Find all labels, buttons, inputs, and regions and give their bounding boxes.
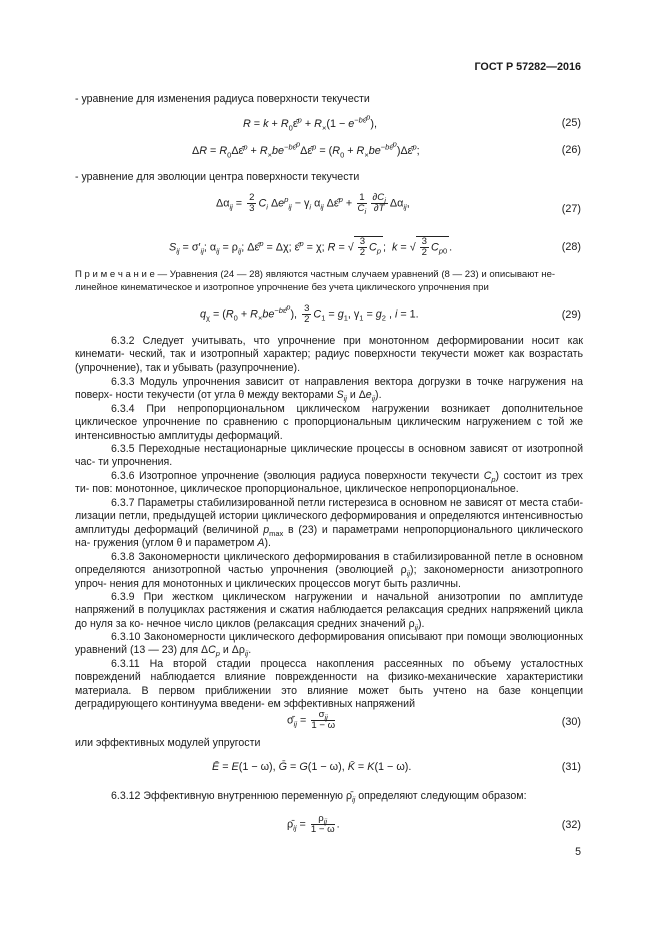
page-number: 5 — [575, 846, 581, 858]
equation-25-number: (25) — [561, 117, 581, 129]
equation-28: $S_{ij} = \sigma'_{ij}$; $\alpha_{ij} = \rho_{ij}$; Δε̂$^p$ = Δχ; ε̂$^p$ = χ; R = √ $\frac{3}{2}$ $C_p$ ; k = √ $\frac{3}{2}$ $C_{p0}$ . — [169, 236, 453, 258]
equation-28-number: (28) — [561, 241, 581, 253]
intro-center-text: - уравнение для эволюции центра поверхности текучести — [75, 171, 360, 183]
paragraph-6-3-10: 6.3.10 Закономерности циклического деформирования описывают при помощи эволюционных уравнений (13 — 23) для $\Delta C_p$ и $\Delta\rho_{ij}$. — [75, 631, 583, 659]
note-line-2: линейное кинематическое и изотропное упрочнение без учета циклического упрочнения при — [75, 282, 489, 293]
equation-27-number: (27) — [561, 203, 581, 215]
equation-30-number: (30) — [561, 716, 581, 728]
paragraph-6-3-2: 6.3.2 Следует учитывать, что упрочнение при монотонном деформировании носит как кинемати- ческий, так и изотропный характер; радиус поверхности текучести может как возрастать (упрочнение), так и убывать (разупрочнение). — [75, 335, 583, 374]
intro-radius-text: - уравнение для изменения радиуса поверхности текучести — [75, 93, 370, 105]
paragraph-6-3-4: 6.3.4 При непропорциональном циклическом нагружении возникает дополнительное циклическое упрочнение по сравнению с пропорциональным циклическим нагружением с той же интенсивностью амплитуды деформаций. — [75, 403, 583, 442]
paragraph-6-3-11: 6.3.11 На второй стадии процесса накопления рассеянных по объему усталостных повреждений наблюдается влияние поврежденности на физико-механические характеристики материала. В первом приближении это влияние может быть учтено на базе концепции деградирующего континуума введени- ем эффективных напряжений — [75, 658, 583, 711]
note — [75, 268, 583, 294]
paragraph-6-3-9: 6.3.9 При жестком циклическом нагружении и начальной анизотропии по амплитуде напряжений в полуциклах растяжения и сжатия наблюдается релаксация средних напряжений цикла до нуля за ко- нечное число циклов (релаксация средних значений $\rho_{ij}$). — [75, 591, 583, 632]
equation-29: $q_\chi = (R_0 + R_\times be^{-b\varepsilon̂^p})$, $\frac{3}{2}$ $C_1 = g_1$, $\gamma_1 = g_2$ , i = 1. — [200, 302, 419, 325]
paragraph-6-3-6: 6.3.6 Изотропное упрочнение (эволюция радиуса поверхности текучести $C_p$) состоит из трех ти- пов: монотонное, циклическое пропорциональное, циклическое непропорциональное. — [75, 470, 583, 496]
paragraph-6-3-5: 6.3.5 Переходные нестационарные циклические процессы в основном зависят от изотропной час- ти упрочнения. — [75, 443, 583, 469]
equation-32-number: (32) — [561, 819, 581, 831]
note-line-1: П р и м е ч а н и е — Уравнения (24 — 28) являются частным случаем уравнений (8 — 23) и описывают не- — [75, 269, 556, 280]
paragraph-6-3-8: 6.3.8 Закономерности циклического деформирования в стабилизированной петле в основном определяются анизотропной частью упрочнения (эволюцией $\rho_{ij}$); закономерности анизотропного упроч- нения для монотонных и циклических процессов могут быть различны. — [75, 551, 583, 590]
equation-29-number: (29) — [561, 309, 581, 321]
paragraph-6-3-3: 6.3.3 Модуль упрочнения зависит от направления вектора догрузки в точке нагружения на поверх- ности текучести (от угла θ между векторами $S_{ij}$ и $\Delta e_{ij}$). — [75, 376, 583, 404]
equation-32: $\rhō_{ij}$ = $\frac{\rho_{ij}}{1 - \omega}$ . — [287, 813, 340, 835]
equation-31-number: (31) — [561, 761, 581, 773]
paragraph-6-3-12: 6.3.12 Эффективную внутреннюю переменную $\rhō_{ij}$ определяют следующим образом: — [111, 790, 527, 805]
equation-31: Ē = E(1 − ω), Ḡ = G(1 − ω), K̄ = K(1 − ω). — [212, 761, 412, 773]
paragraph-6-3-7: 6.3.7 Параметры стабилизированной петли гистерезиса в основном не зависят от места стаби- лизации петли, предыдущей истории циклического деформирования и определяются интенсивностью амплитуды деформаций (величиной $p_{max}$ в (23) и параметрами непропорционального циклического на- гружения (углом θ и параметром A). — [75, 497, 584, 550]
equation-25: $R = k + R_0\varepsilon̂^p + R_\times(1 - e^{-b\varepsilon̂^p})$, — [243, 112, 377, 133]
equation-26: $\Delta R = R_0\Delta\varepsilon̂^p$ + $R_\times be^{-b\varepsilon̂^p}\Delta\varepsilon̂^p = (R_0$ + $R_\times be^{-b\varepsilon̄^p})\Delta\varepsilon̂^p$; — [192, 139, 420, 160]
or-moduli-text: или эффективных модулей упругости — [75, 737, 261, 749]
equation-30: $\sigmā_{ij}$ = $\frac{\sigma_{ij}}{1 - \omega}$ — [287, 709, 336, 731]
standard-header: ГОСТ Р 57282—2016 — [474, 61, 581, 73]
equation-27: $\Delta\alpha_{ij}$ = $\frac{2}{3}$ $C_i$ $\Delta e^p_{ij} - \gamma_i$ $\alpha_{ij}$ Δε̂$^p$ + $\frac{1}{C_i}$ $\frac{\partial C_i}{\partial T}$ $\Delta\alpha_{ij}$, — [216, 192, 410, 216]
equation-26-number: (26) — [561, 144, 581, 156]
